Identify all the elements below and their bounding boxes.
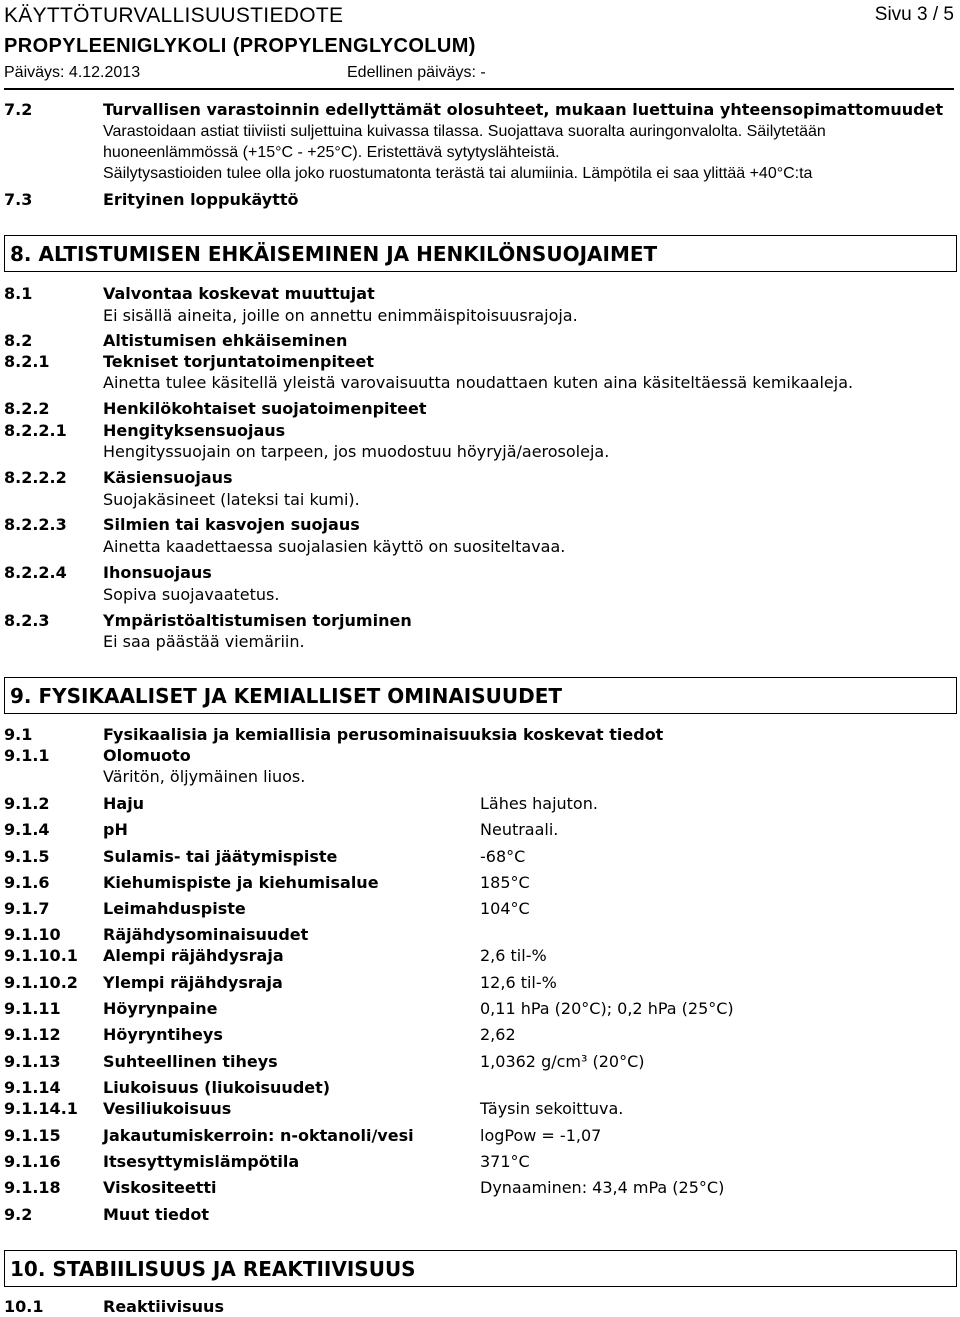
subsection-title: Reaktiivisuus (103, 1297, 224, 1316)
property-value: 371°C (480, 1152, 530, 1171)
storage-text: Varastoidaan astiat tiiviisti suljettuina kuivassa tilassa. Suojattava suoralta auringonvalolta. Säilytetään huoneenlämmössä (+15°C - +25°C). Eristettävä sytytyslähteistä. (103, 123, 826, 161)
property-label: Leimahduspiste (103, 899, 246, 918)
property-number: 9.1.7 (4, 899, 50, 918)
property-label: Ylempi räjähdysraja (103, 973, 283, 992)
property-number: 9.1.6 (4, 873, 50, 892)
property-label: Itsesyttymislämpötila (103, 1152, 300, 1171)
property-label: Jakautumiskerroin: n-oktanoli/vesi (103, 1126, 414, 1145)
subsection-number: 8.2.2.4 (4, 563, 67, 582)
subsection-number: 8.2.2.3 (4, 515, 67, 534)
body-text: Hengityssuojain on tarpeen, jos muodostuu höyryjä/aerosoleja. (103, 442, 610, 461)
property-value: Täysin sekoittuva. (480, 1099, 624, 1118)
property-number: 9.1.2 (4, 794, 50, 813)
subsection-title: Turvallisen varastoinnin edellyttämät olosuhteet, mukaan luettuina yhteensopimattomuudet (103, 100, 944, 119)
subsection-number: 8.2.2.2 (4, 468, 67, 487)
property-value: Lähes hajuton. (480, 794, 598, 813)
property-number: 9.1.4 (4, 820, 50, 839)
property-number: 9.1.10.1 (4, 946, 78, 965)
section-heading-8: 8. ALTISTUMISEN EHKÄISEMINEN JA HENKILÖNSUOJAIMET (4, 235, 957, 272)
property-number: 9.1.15 (4, 1126, 61, 1145)
subsection-title: Valvontaa koskevat muuttujat (103, 284, 375, 303)
page-number: Sivu 3 / 5 (874, 4, 954, 25)
subsection-number: 8.2.2 (4, 399, 50, 418)
header-divider (4, 88, 954, 90)
property-number: 9.1 (4, 725, 33, 744)
property-value: 1,0362 g/cm³ (20°C) (480, 1052, 645, 1071)
property-number: 9.1.11 (4, 999, 61, 1018)
property-value: Dynaaminen: 43,4 mPa (25°C) (480, 1178, 725, 1197)
property-number: 9.1.10 (4, 925, 61, 944)
property-value: 104°C (480, 899, 530, 918)
property-number: 9.1.13 (4, 1052, 61, 1071)
property-value: 0,11 hPa (20°C); 0,2 hPa (25°C) (480, 999, 734, 1018)
storage-text-2: Säilytysastioiden tulee olla joko ruostumatonta terästä tai alumiinia. Lämpötila ei saa ylittää +40°C:ta (103, 165, 813, 182)
subsection-number: 7.3 (4, 190, 33, 209)
subsection-title: Erityinen loppukäyttö (103, 190, 299, 209)
property-number: 9.1.1 (4, 746, 50, 765)
property-value: 2,6 til-% (480, 946, 547, 965)
subsection-title: Altistumisen ehkäiseminen (103, 331, 348, 350)
body-text: Väritön, öljymäinen liuos. (103, 767, 306, 786)
property-value: 12,6 til-% (480, 973, 557, 992)
subsection-title: Tekniset torjuntatoimenpiteet (103, 352, 374, 371)
subsection-number: 8.2 (4, 331, 33, 350)
product-name: PROPYLEENIGLYKOLI (PROPYLENGLYCOLUM) (4, 35, 476, 57)
subsection-title: Ihonsuojaus (103, 563, 212, 582)
property-value: -68°C (480, 847, 526, 866)
property-number: 9.1.18 (4, 1178, 61, 1197)
property-label: Suhteellinen tiheys (103, 1052, 278, 1071)
document-type: KÄYTTÖTURVALLISUUSTIEDOTE (4, 4, 344, 27)
subsection-title: Hengityksensuojaus (103, 421, 286, 440)
subsection-title: Henkilökohtaiset suojatoimenpiteet (103, 399, 427, 418)
property-value: 185°C (480, 873, 530, 892)
property-number: 9.1.5 (4, 847, 50, 866)
subsection-title: Silmien tai kasvojen suojaus (103, 515, 360, 534)
subsection-number: 10.1 (4, 1297, 44, 1316)
property-label: Viskositeetti (103, 1178, 217, 1197)
property-label: Höyryntiheys (103, 1025, 223, 1044)
property-number: 9.1.10.2 (4, 973, 78, 992)
property-value: logPow = -1,07 (480, 1126, 602, 1145)
subsection-number: 8.1 (4, 284, 33, 303)
subsection-number: 8.2.1 (4, 352, 50, 371)
body-text: Sopiva suojavaatetus. (103, 585, 280, 604)
property-number: 9.1.12 (4, 1025, 61, 1044)
property-label: Alempi räjähdysraja (103, 946, 284, 965)
property-label: Liukoisuus (liukoisuudet) (103, 1078, 331, 1097)
body-text: Ei saa päästää viemäriin. (103, 632, 305, 651)
property-label: Olomuoto (103, 746, 191, 765)
property-label: Höyrynpaine (103, 999, 218, 1018)
property-number: 9.2 (4, 1205, 33, 1224)
property-label: Muut tiedot (103, 1205, 209, 1224)
body-text: Ainetta tulee käsitellä yleistä varovaisuutta noudattaen kuten aina käsiteltäessä kemikaaleja. (103, 373, 854, 392)
subsection-number: 8.2.3 (4, 611, 50, 630)
property-label: pH (103, 820, 128, 839)
issue-date: Päiväys: 4.12.2013 (4, 64, 141, 81)
property-number: 9.1.14 (4, 1078, 61, 1097)
section-heading-10: 10. STABIILISUUS JA REAKTIIVISUUS (4, 1250, 957, 1287)
section-heading-9: 9. FYSIKAALISET JA KEMIALLISET OMINAISUUDET (4, 677, 957, 714)
body-text: Ei sisällä aineita, joille on annettu enimmäispitoisuusrajoja. (103, 306, 578, 325)
property-label: Vesiliukoisuus (103, 1099, 232, 1118)
body-text: Ainetta kaadettaessa suojalasien käyttö on suositeltavaa. (103, 537, 566, 556)
subsection-number: 7.2 (4, 100, 33, 119)
property-label: Räjähdysominaisuudet (103, 925, 309, 944)
property-label: Kiehumispiste ja kiehumisalue (103, 873, 379, 892)
property-label: Sulamis- tai jäätymispiste (103, 847, 338, 866)
property-number: 9.1.14.1 (4, 1099, 78, 1118)
subsection-title: Ympäristöaltistumisen torjuminen (103, 611, 412, 630)
property-label: Fysikaalisia ja kemiallisia perusominaisuuksia koskevat tiedot (103, 725, 664, 744)
body-text: Suojakäsineet (lateksi tai kumi). (103, 490, 360, 509)
property-value: Neutraali. (480, 820, 559, 839)
property-label: Haju (103, 794, 145, 813)
property-number: 9.1.16 (4, 1152, 61, 1171)
property-value: 2,62 (480, 1025, 516, 1044)
subsection-title: Käsiensuojaus (103, 468, 233, 487)
subsection-number: 8.2.2.1 (4, 421, 67, 440)
previous-date: Edellinen päiväys: - (347, 64, 486, 81)
